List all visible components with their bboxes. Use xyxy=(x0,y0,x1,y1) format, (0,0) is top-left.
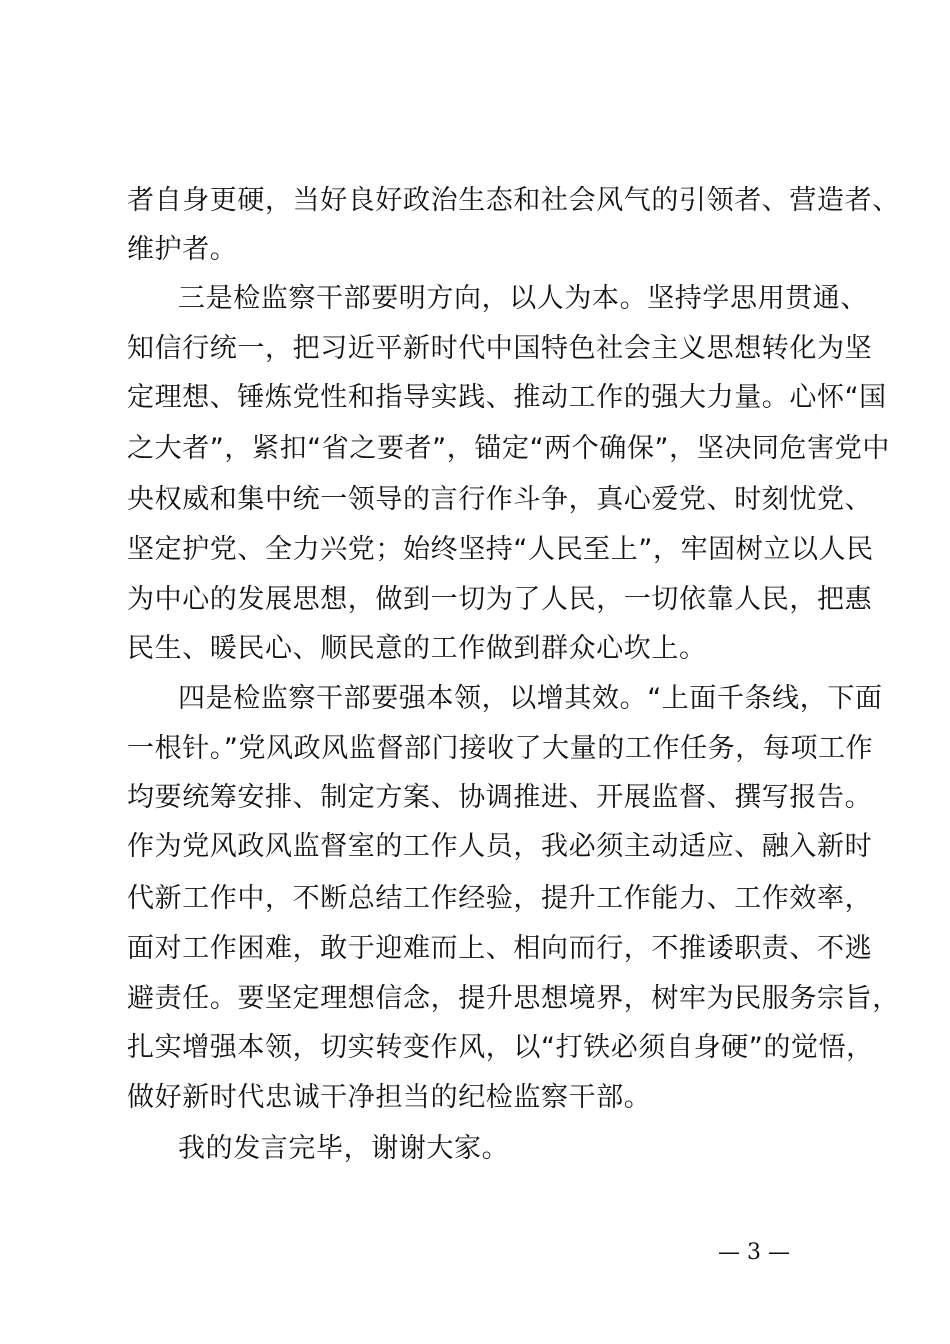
text-line-17: 避责任。要坚定理想信念，提升思想境界，树牢为民服务宗旨， xyxy=(127,983,900,1014)
text-line-20: 我的发言完毕，谢谢大家。 xyxy=(178,1133,510,1164)
text-line-11: 四是检监察干部要强本领，以增其效。“上面千条线，下面 xyxy=(178,683,883,714)
text-line-4: 知信行统一，把习近平新时代中国特色社会主义思想转化为坚 xyxy=(127,333,873,364)
text-line-8: 坚定护党、全力兴党；始终坚持“人民至上”，牢固树立以人民 xyxy=(127,534,874,565)
text-line-16: 面对工作困难，敢于迎难而上、相向而行，不推诿职责、不逃 xyxy=(127,933,873,964)
text-line-3: 三是检监察干部要明方向，以人为本。坚持学思用贯通、 xyxy=(178,283,868,314)
text-line-10: 民生、暖民心、顺民意的工作做到群众心坎上。 xyxy=(127,633,707,664)
text-line-5: 定理想、锤炼党性和指导实践、推动工作的强大力量。心怀“国 xyxy=(127,382,887,413)
text-line-1: 者自身更硬，当好良好政治生态和社会风气的引领者、营造者、 xyxy=(127,185,900,216)
text-line-6: 之大者”，紧扣“省之要者”，锚定“两个确保”，坚决同危害党中 xyxy=(127,433,890,464)
page-number: — 3 — xyxy=(718,1240,790,1265)
text-line-14: 作为党风政风监督室的工作人员，我必须主动适应、融入新时 xyxy=(127,831,873,862)
text-line-13: 均要统筹安排、制定方案、协调推进、开展监督、撰写报告。 xyxy=(127,782,873,813)
text-line-19: 做好新时代忠诚干净担当的纪检监察干部。 xyxy=(127,1082,652,1113)
text-line-2: 维护者。 xyxy=(127,234,238,265)
text-line-18: 扎实增强本领，切实转变作风，以“打铁必须自身硬”的觉悟， xyxy=(127,1032,874,1063)
text-line-15: 代新工作中，不断总结工作经验，提升工作能力、工作效率， xyxy=(127,883,873,914)
text-line-9: 为中心的发展思想，做到一切为了人民，一切依靠人民，把惠 xyxy=(127,584,873,615)
text-line-12: 一根针。”党风政风监督部门接收了大量的工作任务，每项工作 xyxy=(127,733,874,764)
text-line-7: 央权威和集中统一领导的言行作斗争，真心爱党、时刻忧党、 xyxy=(127,484,873,515)
